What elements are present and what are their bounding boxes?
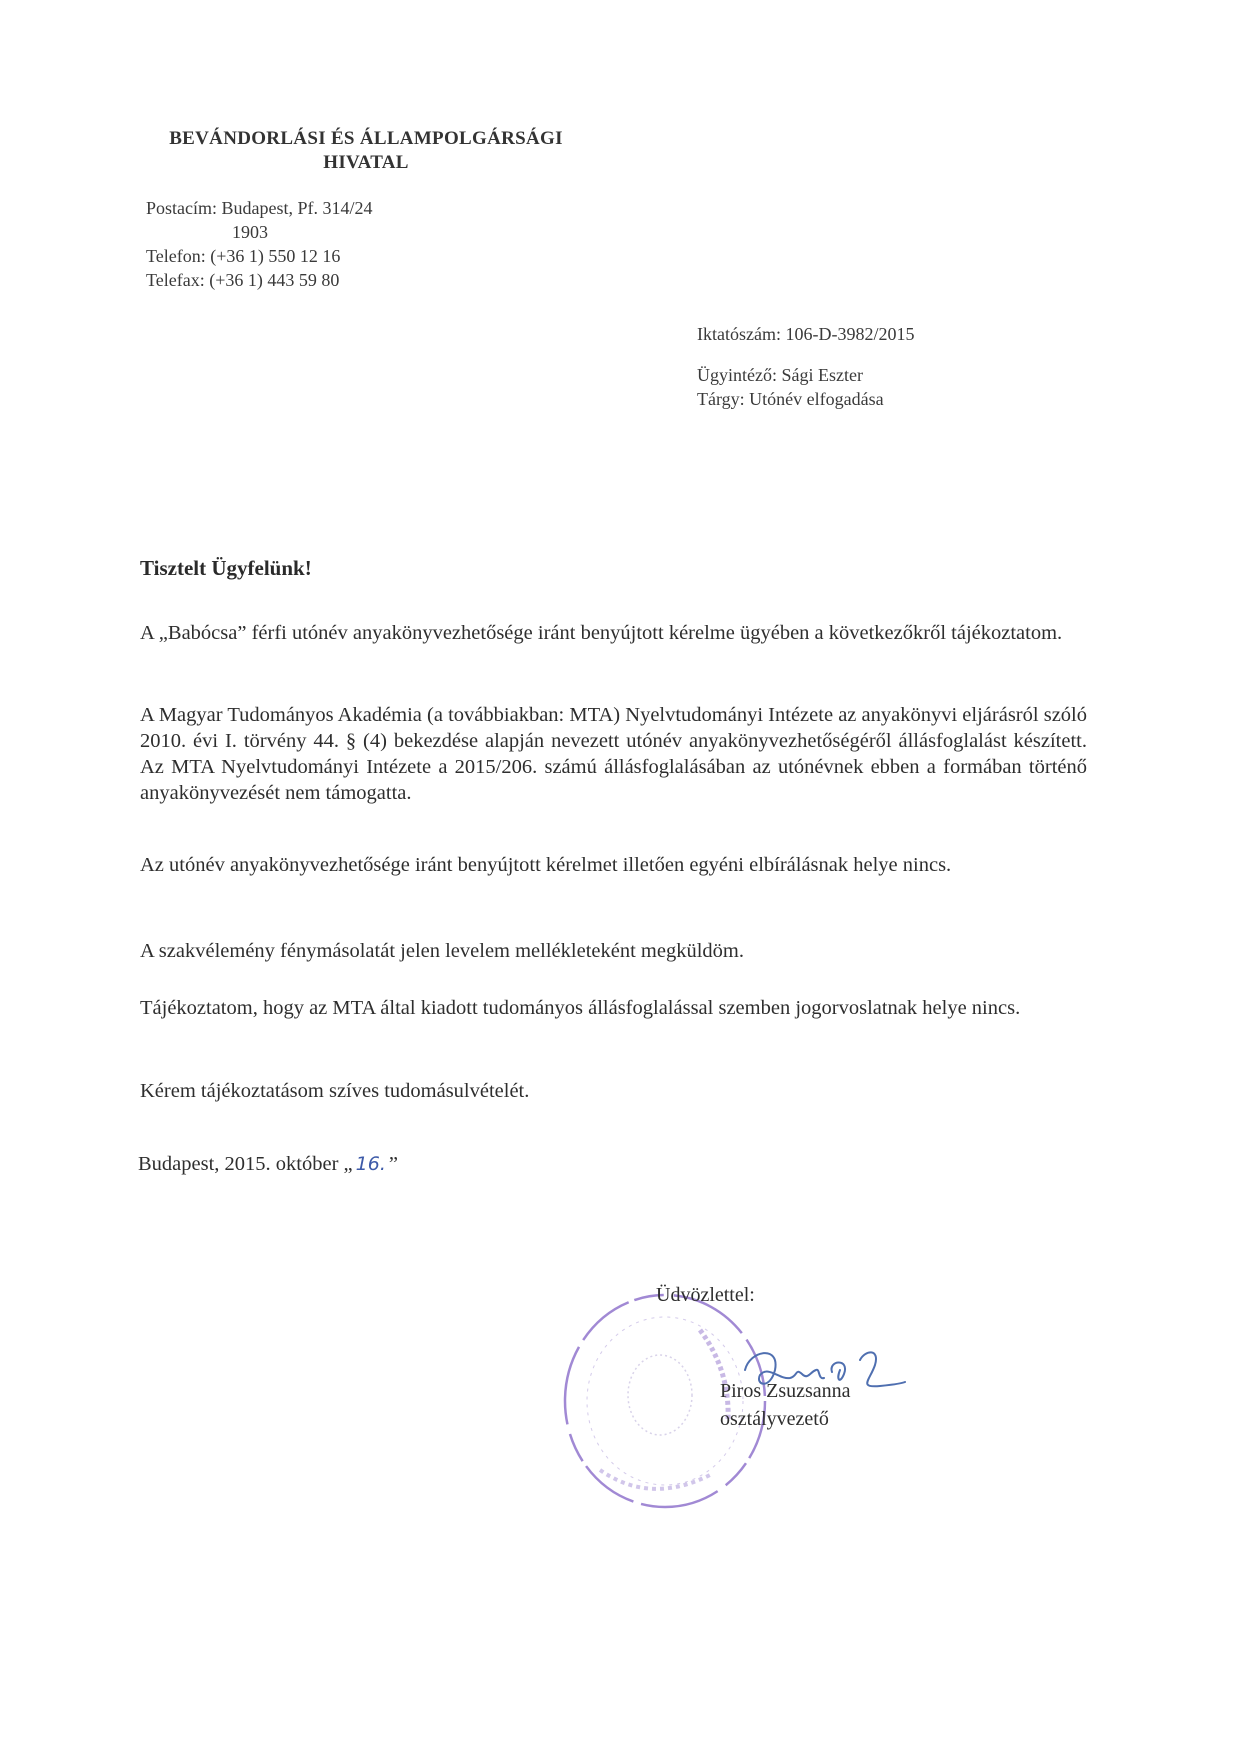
agency-name-line2: HIVATAL — [323, 152, 409, 173]
date-suffix: ” — [388, 1153, 398, 1175]
phone-number: Telefon: (+36 1) 550 12 16 — [146, 246, 341, 266]
paragraph: A Magyar Tudományos Akadémia (a továbbiakban: MTA) Nyelvtudományi Intézete az anyakönyvi eljárásról szóló 2010. évi I. törvény 44. § (4) bekezdése alapján nevezett utónév anyakönyvezhetőségéről állásfoglalást készített. Az MTA Nyelvtudományi Intézete a 2015/206. számú állásfoglalásában az utónévnek ebben a formában történő anyakönyvezését nem támogatta. — [140, 704, 1087, 804]
postal-address: Postacím: Budapest, Pf. 314/24 — [146, 198, 373, 218]
signatory-block — [720, 1377, 851, 1433]
agency-header — [146, 127, 586, 175]
file-number: Iktatószám: 106-D-3982/2015 — [697, 324, 915, 344]
paragraph: Kérem tájékoztatásom szíves tudomásulvételét. — [140, 1080, 530, 1102]
handwritten-day: 16. — [355, 1153, 386, 1175]
subject-line: Tárgy: Utónév elfogadása — [697, 389, 884, 409]
closing-line: Üdvözlettel: — [656, 1284, 755, 1306]
date-line — [138, 1153, 398, 1176]
date-prefix: Budapest, 2015. október „ — [138, 1153, 353, 1175]
case-officer: Ügyintéző: Sági Eszter — [697, 365, 863, 385]
paragraph: A „Babócsa” férfi utónév anyakönyvezhetősége iránt benyújtott kérelme ügyében a következőkről tájékoztatom. — [140, 622, 1063, 644]
fax-number: Telefax: (+36 1) 443 59 80 — [146, 270, 340, 290]
reference-block — [697, 322, 914, 411]
paragraph: Tájékoztatom, hogy az MTA által kiadott tudományos állásfoglalással szemben jogorvoslatnak helye nincs. — [140, 997, 1021, 1019]
contact-block — [146, 196, 373, 292]
signatory-title: osztályvezető — [720, 1408, 829, 1430]
paragraph: A szakvélemény fénymásolatát jelen levelem mellékleteként megküldöm. — [140, 940, 744, 962]
postal-code: 1903 — [232, 222, 268, 242]
paragraph: Az utónév anyakönyvezhetősége iránt benyújtott kérelmet illetően egyéni elbírálásnak helye nincs. — [140, 854, 952, 876]
salutation: Tisztelt Ügyfelünk! — [140, 556, 312, 580]
signatory-name: Piros Zsuzsanna — [720, 1380, 851, 1402]
agency-name-line1: BEVÁNDORLÁSI ÉS ÁLLAMPOLGÁRSÁGI — [169, 128, 563, 149]
